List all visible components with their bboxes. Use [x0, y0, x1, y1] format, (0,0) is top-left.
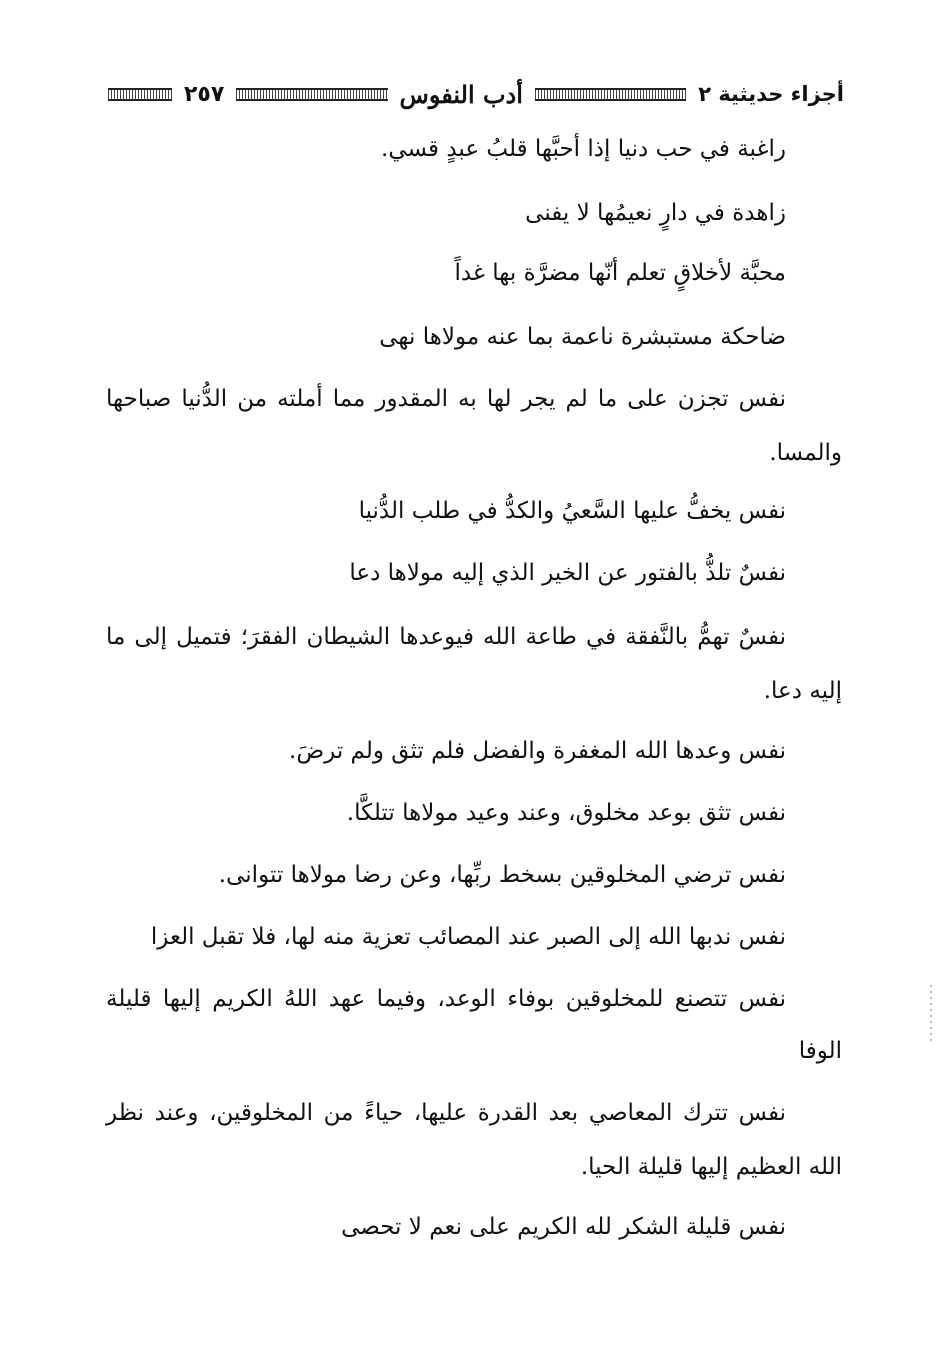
text-line: إليه دعا.: [763, 678, 842, 704]
text-line: نفس وعدها الله المغفرة والفضل فلم تثق ولم ترضَ.: [289, 738, 786, 764]
header-rule-middle: [236, 88, 387, 101]
page-number: ٢٥٧: [183, 81, 225, 107]
text-line: راغبة في حب دنيا إذا أحبَّها قلبُ عبدٍ قسي.: [381, 136, 786, 162]
scan-edge-mark: [930, 985, 932, 1045]
text-line: نفس تترك المعاصي بعد القدرة عليها، حياءً من المخلوقين، وعند نظر: [106, 1100, 786, 1126]
text-line: الله العظيم إليها قليلة الحيا.: [580, 1154, 842, 1180]
text-line: الوفا: [798, 1038, 842, 1064]
text-line: ضاحكة مستبشرة ناعمة بما عنه مولاها نهى: [379, 324, 786, 350]
text-line: نفسٌ تلذُّ بالفتور عن الخير الذي إليه مولاها دعا: [349, 560, 786, 586]
running-header: [108, 74, 844, 114]
text-line: نفس تجزن على ما لم يجر لها به المقدور مما أملته من الدُّنيا صباحها: [106, 386, 786, 412]
text-line: نفس تتصنع للمخلوقين بوفاء الوعد، وفيما عهد اللهُ الكريم إليها قليلة: [106, 986, 786, 1012]
text-line: نفس تثق بوعد مخلوق، وعند وعيد مولاها تتلكَّا.: [346, 800, 786, 826]
text-line: نفسٌ تهمُّ بالنَّفقة في طاعة الله فيوعدها الشيطان الفقرَ؛ فتميل إلى ما: [106, 624, 786, 650]
text-line: نفس يخفُّ عليها السَّعيُ والكدُّ في طلب الدُّنيا: [358, 498, 786, 524]
text-line: نفس قليلة الشكر لله الكريم على نعم لا تحصى: [341, 1214, 786, 1240]
text-line: نفس ترضي المخلوقين بسخط ربِّها، وعن رضا مولاها تتوانى.: [218, 862, 786, 888]
text-line: محبَّة لأخلاقٍ تعلم أنّها مضرَّة بها غداً: [454, 260, 786, 286]
text-line: والمسا.: [769, 440, 842, 466]
series-title: أجزاء حديثية ٢: [698, 82, 844, 106]
book-title: أدب النفوس: [399, 79, 523, 109]
header-rule-left: [108, 88, 172, 101]
text-line: زاهدة في دارٍ نعيمُها لا يفنى: [525, 200, 786, 226]
header-rule-right: [535, 88, 686, 101]
text-line: نفس ندبها الله إلى الصبر عند المصائب تعزية منه لها، فلا تقبل العزا: [150, 924, 786, 950]
